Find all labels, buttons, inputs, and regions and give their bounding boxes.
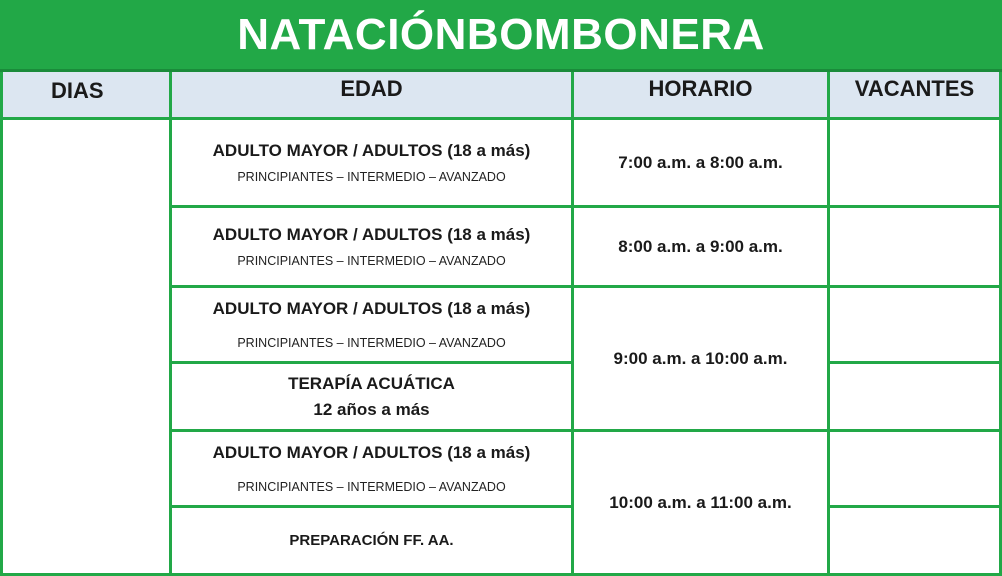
edad-cell xyxy=(172,432,574,508)
vacantes-cell xyxy=(830,364,1002,432)
edad-sub: PRINCIPIANTES – INTERMEDIO – AVANZADO xyxy=(237,479,506,494)
vacantes-cell xyxy=(830,288,1002,364)
horario-text: 7:00 a.m. a 8:00 a.m. xyxy=(618,152,783,172)
edad-cell xyxy=(172,208,574,288)
edad-sub: PRINCIPIANTES – INTERMEDIO – AVANZADO xyxy=(237,335,506,350)
edad-cell xyxy=(172,364,574,432)
horario-text: 9:00 a.m. a 10:00 a.m. xyxy=(613,348,788,368)
edad-cell xyxy=(172,120,574,208)
edad-sub: PRINCIPIANTES – INTERMEDIO – AVANZADO xyxy=(237,253,506,268)
page-title: NATACIÓNBOMBONERA xyxy=(0,0,1002,72)
edad-sub: 12 años a más xyxy=(313,399,430,419)
edad-main: ADULTO MAYOR / ADULTOS (18 a más) xyxy=(212,442,531,462)
header-edad: EDAD xyxy=(172,72,574,120)
edad-main: ADULTO MAYOR / ADULTOS (18 a más) xyxy=(212,298,531,318)
vacantes-cell xyxy=(830,120,1002,208)
vacantes-cell xyxy=(830,208,1002,288)
vacantes-cell xyxy=(830,432,1002,508)
horario-text: 10:00 a.m. a 11:00 a.m. xyxy=(609,492,792,512)
header-dias: DIAS xyxy=(0,72,172,120)
vacantes-cell xyxy=(830,508,1002,576)
edad-cell xyxy=(172,288,574,364)
edad-sub: PRINCIPIANTES – INTERMEDIO – AVANZADO xyxy=(237,169,506,184)
horario-cell xyxy=(574,288,830,432)
dias-cell xyxy=(0,120,172,576)
edad-main: PREPARACIÓN FF. AA. xyxy=(289,531,454,549)
schedule-table xyxy=(0,72,1002,576)
header-horario: HORARIO xyxy=(574,72,830,120)
horario-text: 8:00 a.m. a 9:00 a.m. xyxy=(618,236,783,256)
edad-main: ADULTO MAYOR / ADULTOS (18 a más) xyxy=(212,140,531,160)
edad-main: ADULTO MAYOR / ADULTOS (18 a más) xyxy=(212,224,531,244)
horario-cell xyxy=(574,120,830,208)
header-vacantes: VACANTES xyxy=(830,72,1002,120)
edad-cell xyxy=(172,508,574,576)
edad-main: TERAPÍA ACUÁTICA xyxy=(288,373,455,393)
horario-cell xyxy=(574,208,830,288)
horario-cell xyxy=(574,432,830,576)
